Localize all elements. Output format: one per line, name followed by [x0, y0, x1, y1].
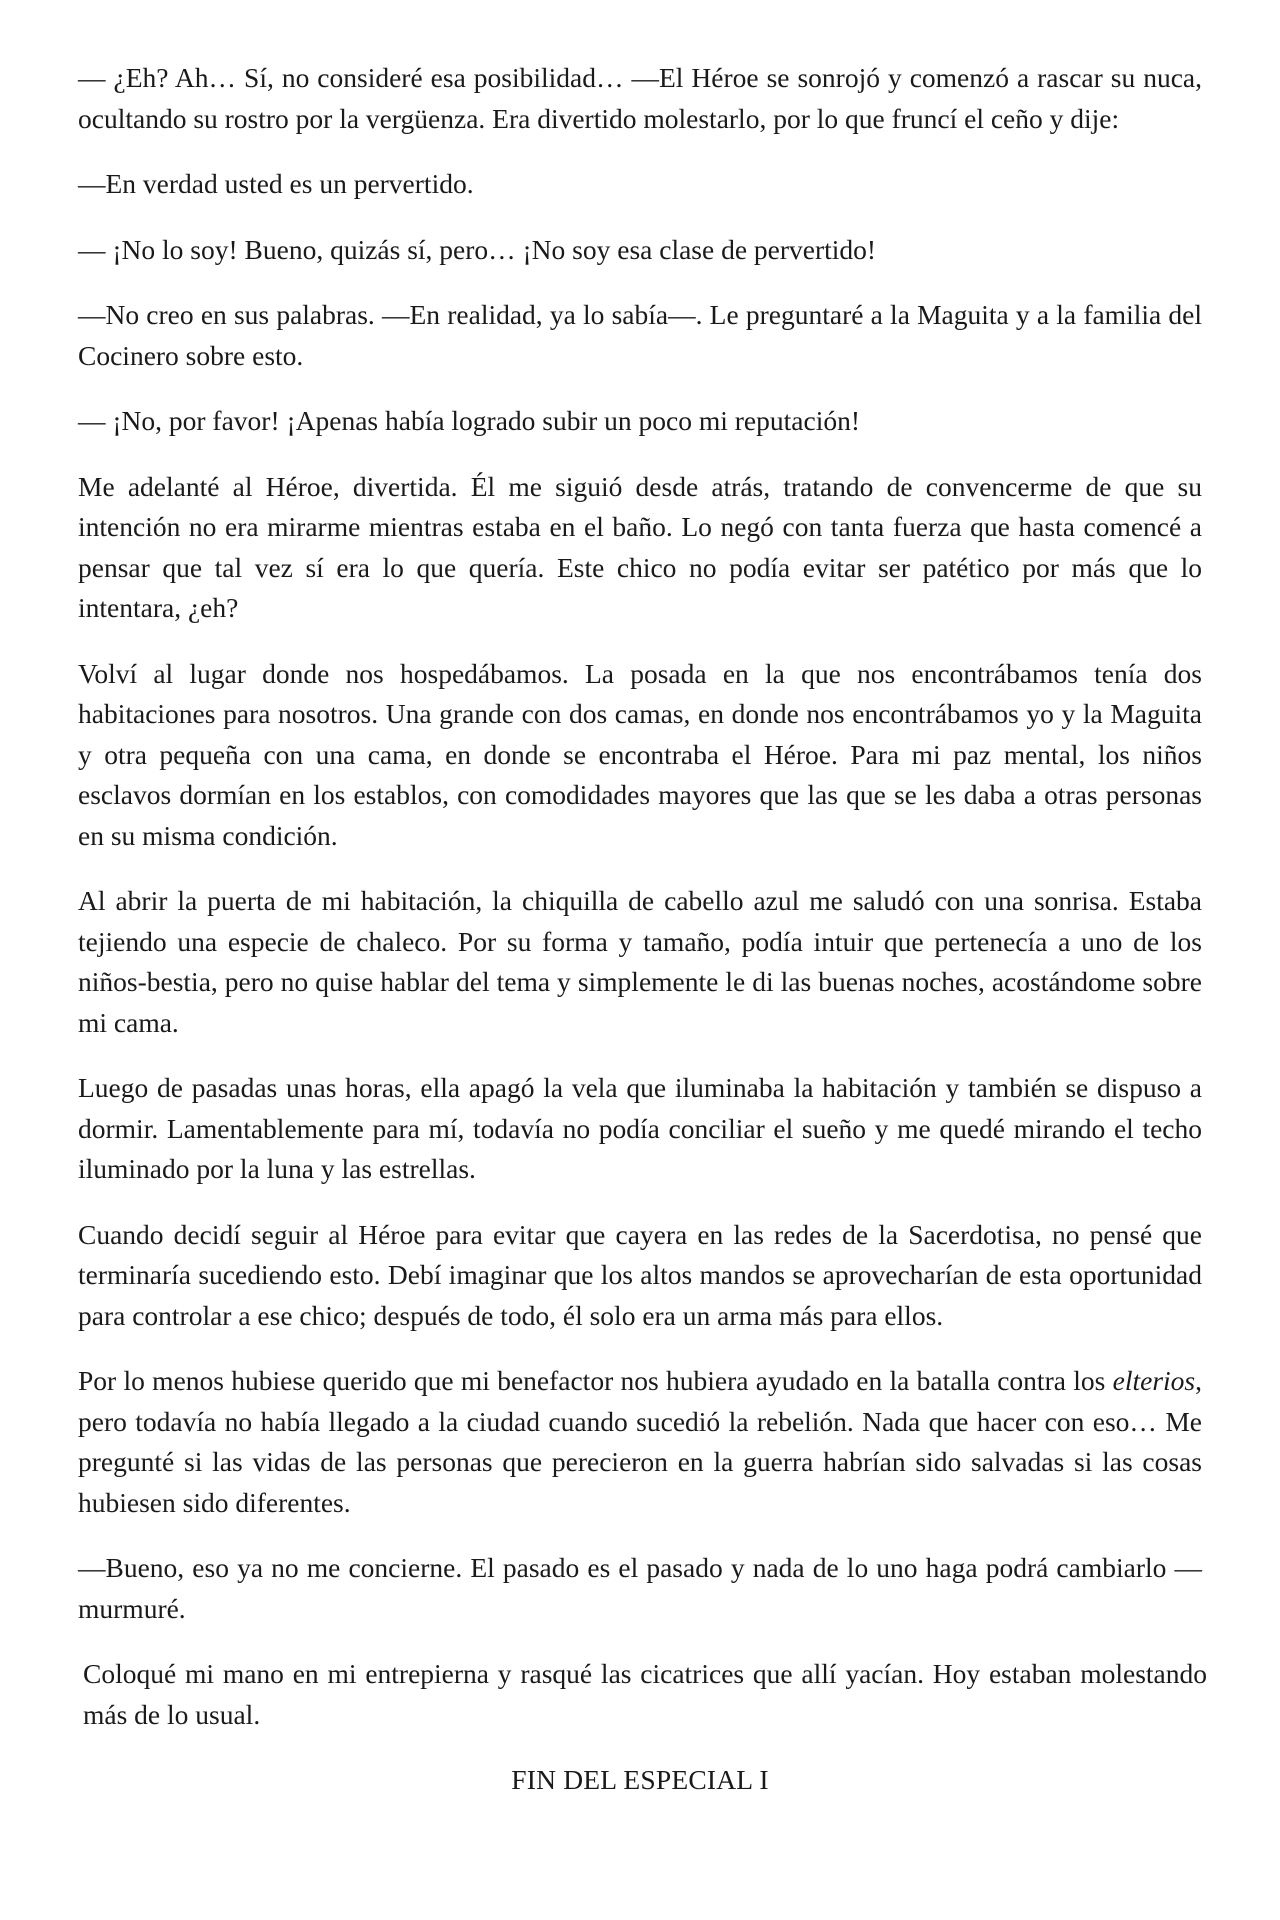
paragraph-12: —Bueno, eso ya no me concierne. El pasado es el pasado y nada de lo uno haga podrá cambiarlo —murmuré. [78, 1552, 1202, 1624]
italic-term: elterios [1112, 1365, 1196, 1396]
paragraph-8: Al abrir la puerta de mi habitación, la chiquilla de cabello azul me saludó con una sonrisa. Estaba tejiendo una especie de chaleco. Por su forma y tamaño, podía intuir que pertenecía a uno de los niños-bestia, pero no quise hablar del tema y simplemente le di las buenas noches, acostándome sobre mi cama. [78, 885, 1202, 1038]
paragraph-11-text-after: , pero todavía no había llegado a la ciudad cuando sucedió la rebelión. Nada que hacer con eso… Me pregunté si las vidas de las personas que perecieron en la guerra habrían sido salvadas si las cosas hubiesen sido diferentes. [78, 1365, 1202, 1518]
paragraph-5: — ¡No, por favor! ¡Apenas había logrado subir un poco mi reputación! [78, 405, 860, 436]
paragraph-1: — ¿Eh? Ah… Sí, no consideré esa posibilidad… —El Héroe se sonrojó y comenzó a rascar su nuca, ocultando su rostro por la vergüenza. Era divertido molestarlo, por lo que fruncí el ceño y dije: [78, 62, 1202, 134]
paragraph-3: — ¡No lo soy! Bueno, quizás sí, pero… ¡No soy esa clase de pervertido! [78, 233, 877, 265]
paragraph-6: Me adelanté al Héroe, divertida. Él me siguió desde atrás, tratando de convencerme de que su intención no era mirarme mientras estaba en el baño. Lo negó con tanta fuerza que hasta comencé a pensar que tal vez sí era lo que quería. Este chico no podía evitar ser patético por más que lo intentara, ¿eh? [78, 470, 1202, 623]
document-page [78, 58, 1207, 1828]
paragraph-11 [78, 1361, 1202, 1523]
paragraph-7: Volví al lugar donde nos hospedábamos. La posada en la que nos encontrábamos tenía dos habitaciones para nosotros. Una grande con dos camas, en donde nos encontrábamos yo y la Maguita y otra pequeña con una cama, en donde se encontraba el Héroe. Para mi paz mental, los niños esclavos dormían en los establos, con comodidades mayores que las que se les daba a otras personas en su misma condición. [78, 657, 1202, 851]
paragraph-13: Coloqué mi mano en mi entrepierna y rasqué las cicatrices que allí yacían. Hoy estaban molestando más de lo usual. [83, 1658, 1207, 1730]
paragraph-2: —En verdad usted es un pervertido. [78, 168, 474, 199]
paragraph-10: Cuando decidí seguir al Héroe para evitar que cayera en las redes de la Sacerdotisa, no pensé que terminaría sucediendo esto. Debí imaginar que los altos mandos se aprovecharían de esta oportunidad para controlar a ese chico; después de todo, él solo era un arma más para ellos. [78, 1218, 1202, 1331]
chapter-ending: FIN DEL ESPECIAL I [511, 1764, 769, 1795]
paragraph-4: —No creo en sus palabras. —En realidad, ya lo sabía—. Le preguntaré a la Maguita y a la familia del Cocinero sobre esto. [78, 299, 1202, 371]
paragraph-11-text-before: Por lo menos hubiese querido que mi benefactor nos hubiera ayudado en la batalla contra los [78, 1365, 1113, 1396]
paragraph-9: Luego de pasadas unas horas, ella apagó la vela que iluminaba la habitación y también se dispuso a dormir. Lamentablemente para mí, todavía no podía conciliar el sueño y me quedé mirando el techo iluminado por la luna y las estrellas. [78, 1072, 1202, 1184]
